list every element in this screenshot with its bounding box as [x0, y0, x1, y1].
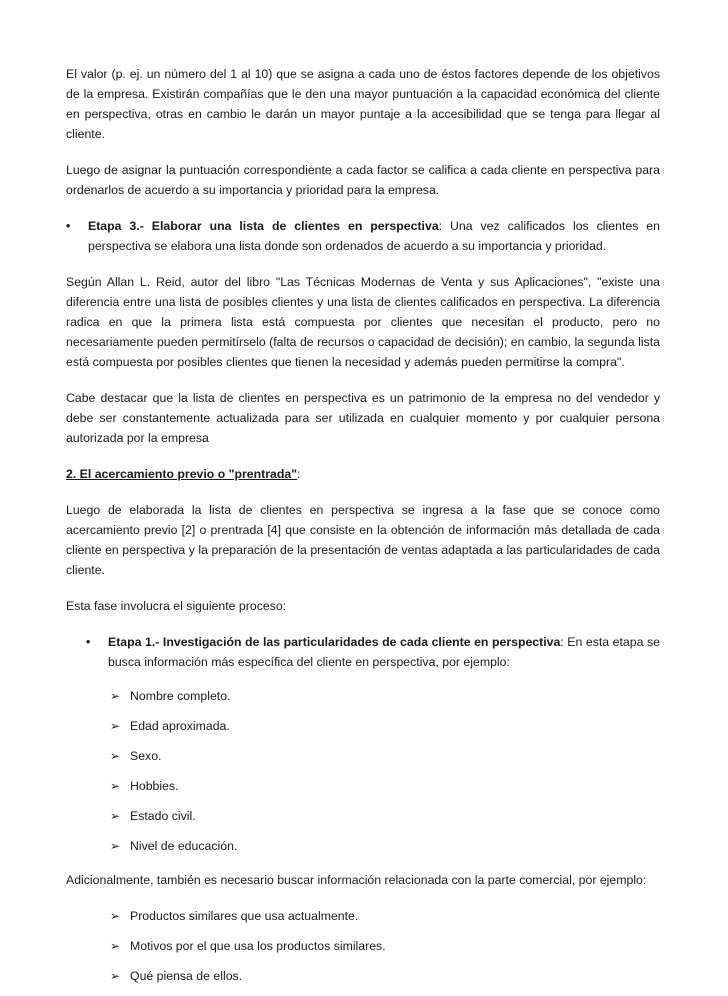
- bullet-dot: •: [86, 635, 91, 649]
- arrow-bullet-icon: ➢: [110, 969, 121, 983]
- arrow-bullet-icon: ➢: [110, 909, 121, 923]
- arrow-bullet-icon: ➢: [110, 809, 121, 823]
- etapa-1-text: : En esta etapa se busca información más específica del cliente en perspectiva, por ejemplo:: [108, 635, 660, 669]
- list-item: [66, 806, 660, 826]
- list-item: [66, 906, 660, 926]
- list-item-label: Sexo.: [130, 749, 162, 763]
- list-item-label: Estado civil.: [130, 809, 196, 823]
- paragraph-reid-quote: Según Allan L. Reid, autor del libro "Las Técnicas Modernas de Venta y sus Aplicaciones", "existe una diferencia entre una lista de posibles clientes y una lista de clientes calificados en perspectiva. La diferencia radica en que la primera lista está compuesta por clientes que necesitan el producto, pero no necesariamente pueden permitírselo (falta de recursos o capacidad de decisión); en cambio, la segunda lista está compuesta por posibles clientes que tienen la necesidad y además pueden permitirse la compra".: [66, 275, 660, 369]
- list-item: [66, 836, 660, 856]
- list-item-label: Edad aproximada.: [130, 719, 230, 733]
- paragraph-adicionalmente: Adicionalmente, también es necesario buscar información relacionada con la parte comercial, por ejemplo:: [66, 873, 647, 887]
- list-item: [66, 746, 660, 766]
- section-2-heading: [66, 464, 660, 484]
- commercial-info-list: [66, 906, 660, 986]
- arrow-bullet-icon: ➢: [110, 719, 121, 733]
- list-item: [66, 686, 660, 706]
- list-item-label: Productos similares que usa actualmente.: [130, 909, 359, 923]
- paragraph-acercamiento: Luego de elaborada la lista de clientes en perspectiva se ingresa a la fase que se conoce como acercamiento previo [2] o prentrada [4] que consiste en la obtención de información más detallada de cada cliente en perspectiva y la preparación de la presentación de ventas adaptada a las particularidades de cada cliente.: [66, 503, 660, 577]
- arrow-bullet-icon: ➢: [110, 689, 121, 703]
- list-item-label: Qué piensa de ellos.: [130, 969, 243, 983]
- bullet-dot: •: [66, 219, 71, 233]
- paragraph-proceso: Esta fase involucra el siguiente proceso:: [66, 599, 287, 613]
- section-2-title: 2. El acercamiento previo o "prentrada": [66, 467, 298, 481]
- list-item-label: Nombre completo.: [130, 689, 231, 703]
- bullet-etapa-3: [66, 216, 660, 256]
- paragraph-puntuacion: Luego de asignar la puntuación correspondiente a cada factor se califica a cada cliente en perspectiva para ordenarlos de acuerdo a su importancia y prioridad para la empresa.: [66, 163, 660, 197]
- arrow-bullet-icon: ➢: [110, 749, 121, 763]
- document-page: [66, 64, 660, 996]
- paragraph-patrimonio: Cabe destacar que la lista de clientes en perspectiva es un patrimonio de la empresa no del vendedor y debe ser constantemente actualizada para ser utilizada en cualquier momento y por cualquier persona autorizada por la empresa: [66, 391, 660, 445]
- list-item-label: Hobbies.: [130, 779, 179, 793]
- paragraph-valor: El valor (p. ej. un número del 1 al 10) que se asigna a cada uno de éstos factores depende de los objetivos de la empresa. Existirán compañías que le den una mayor puntuación a la capacidad económica del cliente en perspectiva, otras en cambio le darán un mayor puntaje a la accesibilidad que se tenga para llegar al cliente.: [66, 67, 660, 141]
- section-2-colon: :: [297, 467, 301, 481]
- list-item-label: Motivos por el que usa los productos similares.: [130, 939, 386, 953]
- list-item: [66, 776, 660, 796]
- bullet-etapa-1: [66, 632, 660, 672]
- personal-info-list: [66, 686, 660, 856]
- etapa-3-title: Etapa 3.- Elaborar una lista de clientes en perspectiva: [88, 219, 439, 233]
- arrow-bullet-icon: ➢: [110, 779, 121, 793]
- list-item: [66, 936, 660, 956]
- etapa-1-title: Etapa 1.- Investigación de las particularidades de cada cliente en perspectiva: [108, 635, 561, 649]
- etapa-3-text: : Una vez calificados los clientes en perspectiva se elabora una lista donde son ordenados de acuerdo a su importancia y prioridad.: [88, 219, 660, 253]
- list-item: [66, 716, 660, 736]
- arrow-bullet-icon: ➢: [110, 839, 121, 853]
- arrow-bullet-icon: ➢: [110, 939, 121, 953]
- list-item-label: Nivel de educación.: [130, 839, 238, 853]
- list-item: [66, 966, 660, 986]
